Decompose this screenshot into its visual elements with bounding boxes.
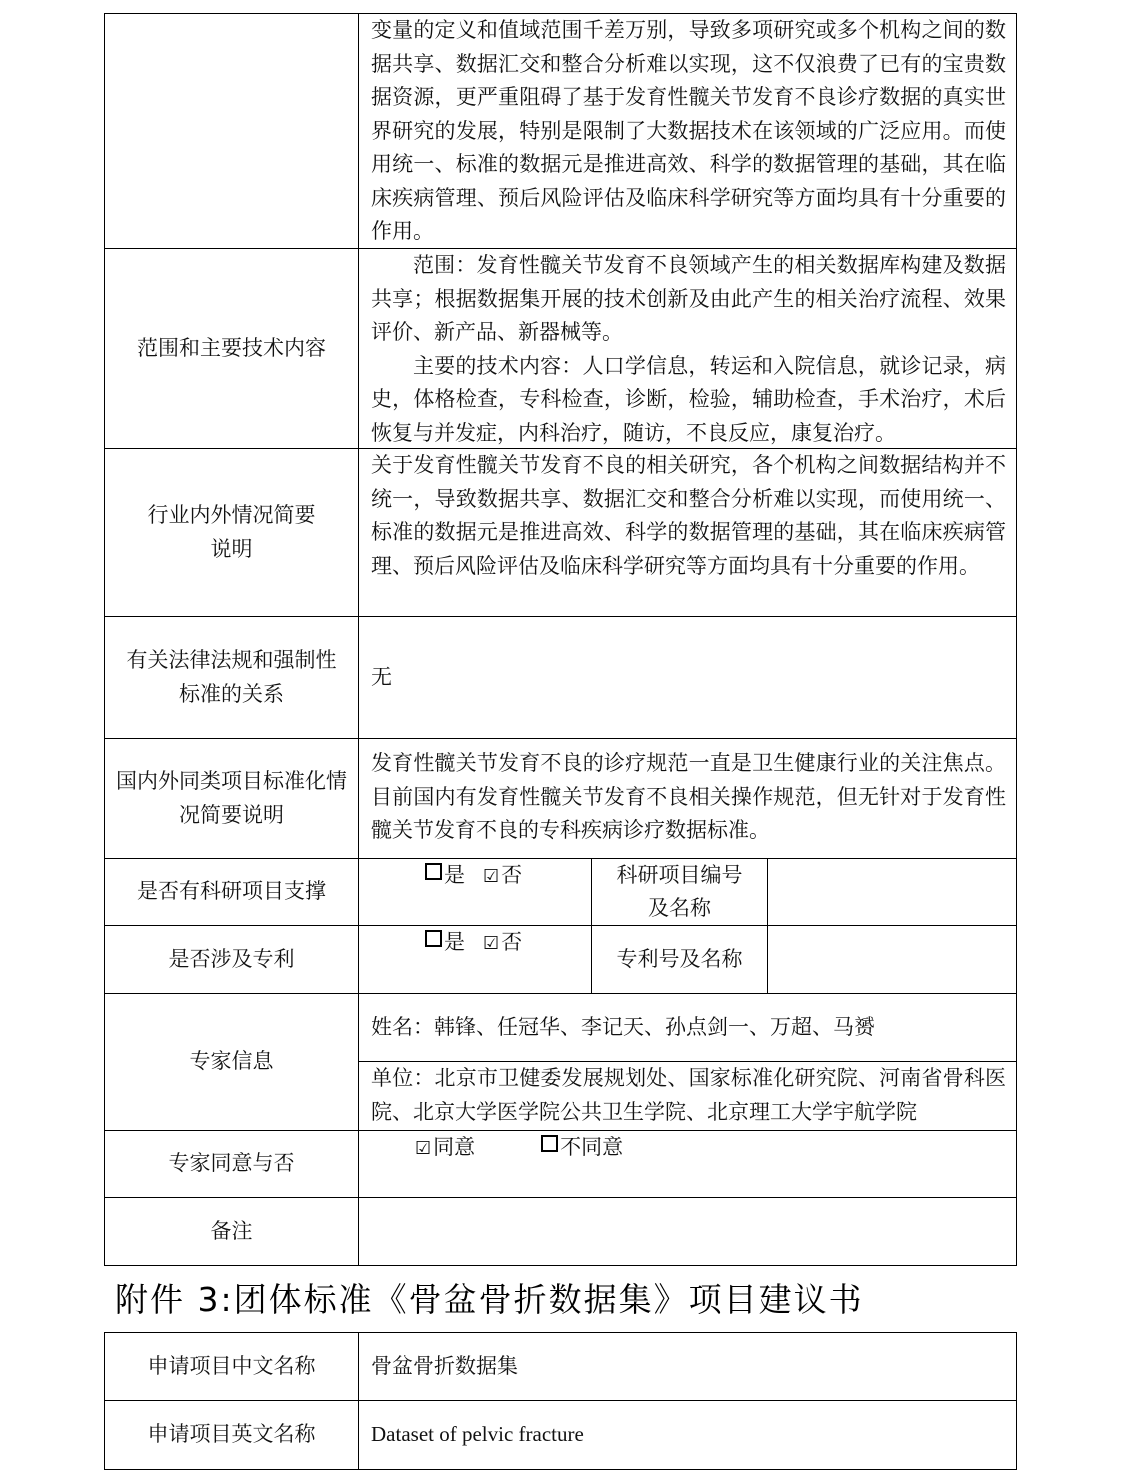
- en-name-value: Dataset of pelvic fracture: [371, 1422, 584, 1447]
- patent-no-checkbox[interactable]: ☑: [483, 933, 500, 954]
- research-yes-label: 是: [444, 863, 465, 887]
- technical-content-paragraph: 主要的技术内容：人口学信息，转运和入院信息，就诊记录，病史，体格检查，专科检查，诊断，检验，辅助检查，手术治疗，术后恢复与并发症，内科治疗，随访，不良反应，康复治疗。: [371, 353, 1006, 445]
- remark-value[interactable]: [359, 1198, 1016, 1265]
- research-project-value[interactable]: [768, 859, 1016, 925]
- research-no-label: 否: [501, 863, 523, 887]
- research-project-label: 科研项目编号及名称: [616, 862, 743, 920]
- research-label: 是否有科研项目支撑: [137, 879, 326, 904]
- agree-option-label: 同意: [433, 1135, 476, 1159]
- law-label: 有关法律法规和强制性标准的关系: [126, 648, 337, 706]
- intro-text: 变量的定义和值域范围千差万别，导致多项研究或多个机构之间的数据共享、数据汇交和整合分析难以实现，这不仅浪费了已有的宝贵数据资源，更严重阻碍了基于发育性髋关节发育不良诊疗数据的真实世界研究的发展，特别是限制了大数据技术在该领域的广泛应用。而使用统一、标准的数据元是推进高效、科学的数据管理的基础，其在临床疾病管理、预后风险评估及临床科学研究等方面均具有十分重要的作用。: [371, 18, 1006, 243]
- agree-checkbox-group: [415, 1131, 715, 1164]
- scope-label: 范围和主要技术内容: [137, 335, 326, 360]
- patent-yes-checkbox[interactable]: [425, 930, 442, 947]
- disagree-checkbox[interactable]: [541, 1135, 558, 1152]
- research-checkbox-group: [425, 859, 591, 892]
- agree-checkbox[interactable]: ☑: [415, 1138, 432, 1159]
- patent-checkbox-group: [425, 926, 591, 959]
- patent-number-value[interactable]: [768, 926, 1016, 993]
- cn-name-value: 骨盆骨折数据集: [371, 1353, 518, 1378]
- section-title: 附件 3:团体标准《骨盆骨折数据集》项目建议书: [115, 1280, 864, 1319]
- en-name-label: 申请项目英文名称: [147, 1422, 316, 1447]
- research-yes-checkbox[interactable]: [425, 863, 442, 880]
- expert-units: 单位：北京市卫健委发展规划处、国家标准化研究院、河南省骨科医院、北京大学医学院公共卫生学院、北京理工大学宇航学院: [371, 1066, 1006, 1124]
- disagree-option-label: 不同意: [560, 1135, 624, 1159]
- intro-text-cell: [359, 14, 1016, 248]
- domestic-content: 发育性髋关节发育不良的诊疗规范一直是卫生健康行业的关注焦点。目前国内有发育性髋关节发育不良相关操作规范，但无针对于发育性髋关节发育不良的专科疾病诊疗数据标准。: [371, 751, 1006, 842]
- patent-yes-label: 是: [444, 930, 465, 954]
- patent-no-label: 否: [501, 930, 523, 954]
- research-no-checkbox[interactable]: ☑: [483, 866, 500, 887]
- patent-label: 是否涉及专利: [168, 946, 295, 971]
- expert-names: 姓名：韩锋、任冠华、李记天、孙点剑一、万超、马赟: [371, 1014, 875, 1039]
- remark-label: 备注: [210, 1218, 253, 1243]
- scope-content: [359, 249, 1016, 448]
- scope-paragraph: 范围：发育性髋关节发育不良领域产生的相关数据库构建及数据共享；根据数据集开展的技术创新及由此产生的相关治疗流程、效果评价、新产品、新器械等。: [371, 253, 1006, 344]
- domestic-label: 国内外同类项目标准化情况简要说明: [116, 769, 347, 827]
- expert-label: 专家信息: [189, 1049, 274, 1074]
- cn-name-label: 申请项目中文名称: [147, 1353, 316, 1378]
- agree-label: 专家同意与否: [168, 1151, 295, 1176]
- patent-number-label: 专利号及名称: [616, 946, 743, 971]
- law-content: 无: [371, 664, 392, 689]
- industry-label: 行业内外情况简要说明: [147, 503, 316, 561]
- industry-content: 关于发育性髋关节发育不良的相关研究，各个机构之间数据结构并不统一，导致数据共享、数据汇交和整合分析难以实现，而使用统一、标准的数据元是推进高效、科学的数据管理的基础，其在临床疾病管理、预后风险评估及临床科学研究等方面均具有十分重要的作用。: [371, 453, 1006, 578]
